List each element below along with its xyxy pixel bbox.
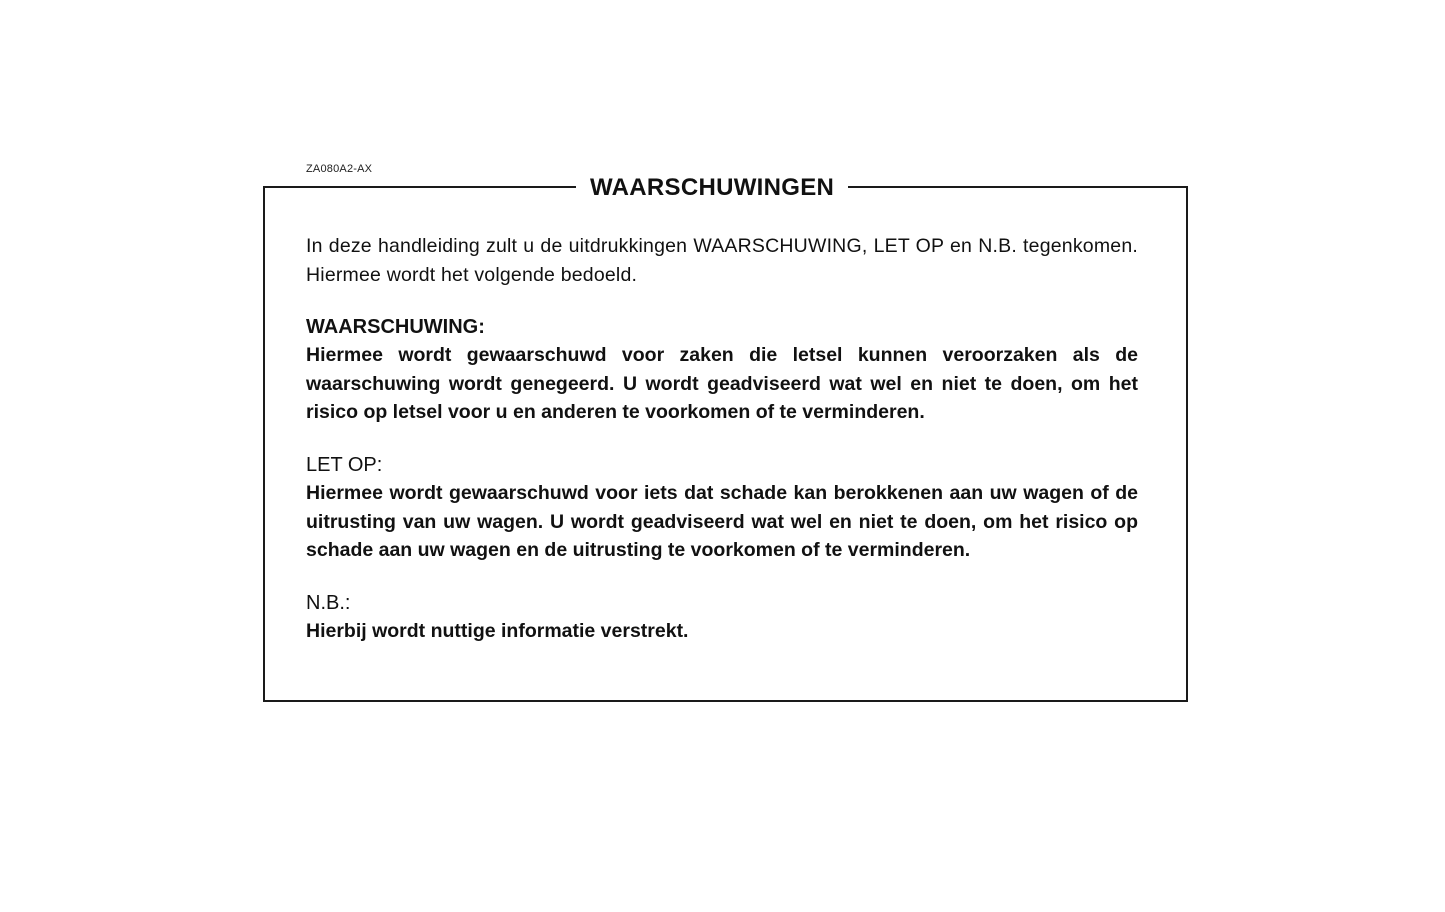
- section-body-warning: Hiermee wordt gewaarschuwd voor zaken die letsel kunnen veroorzaken als de waarschuwing wordt genegeerd. U wordt geadviseerd wat wel en niet te doen, om het risico op letsel voor u en anderen te voorkomen of te verminderen.: [306, 344, 1138, 424]
- section-body-caution: Hiermee wordt gewaarschuwd voor iets dat schade kan berokkenen aan uw wagen of de uitrusting van uw wagen. U wordt geadviseerd wat wel en niet te doen, om het risico op schade aan uw wagen en de uitrusting te voorkomen of te verminderen.: [306, 481, 1138, 562]
- section-body-note: Hierbij wordt nuttige informatie verstrekt.: [306, 619, 689, 642]
- section-caution: [306, 451, 1138, 565]
- section-note: [306, 589, 1138, 646]
- box-title: WAARSCHUWINGEN: [576, 172, 848, 204]
- document-code: ZA080A2-AX: [306, 163, 373, 175]
- intro-paragraph: In deze handleiding zult u de uitdrukkingen WAARSCHUWING, LET OP en N.B. tegenkomen. Hiermee wordt het volgende bedoeld.: [306, 235, 1138, 286]
- section-heading-warning: WAARSCHUWING:: [306, 316, 485, 339]
- section-warning: [306, 313, 1138, 427]
- section-heading-caution: LET OP:: [306, 453, 383, 476]
- section-heading-note: N.B.:: [306, 591, 351, 614]
- box-content: [306, 232, 1138, 645]
